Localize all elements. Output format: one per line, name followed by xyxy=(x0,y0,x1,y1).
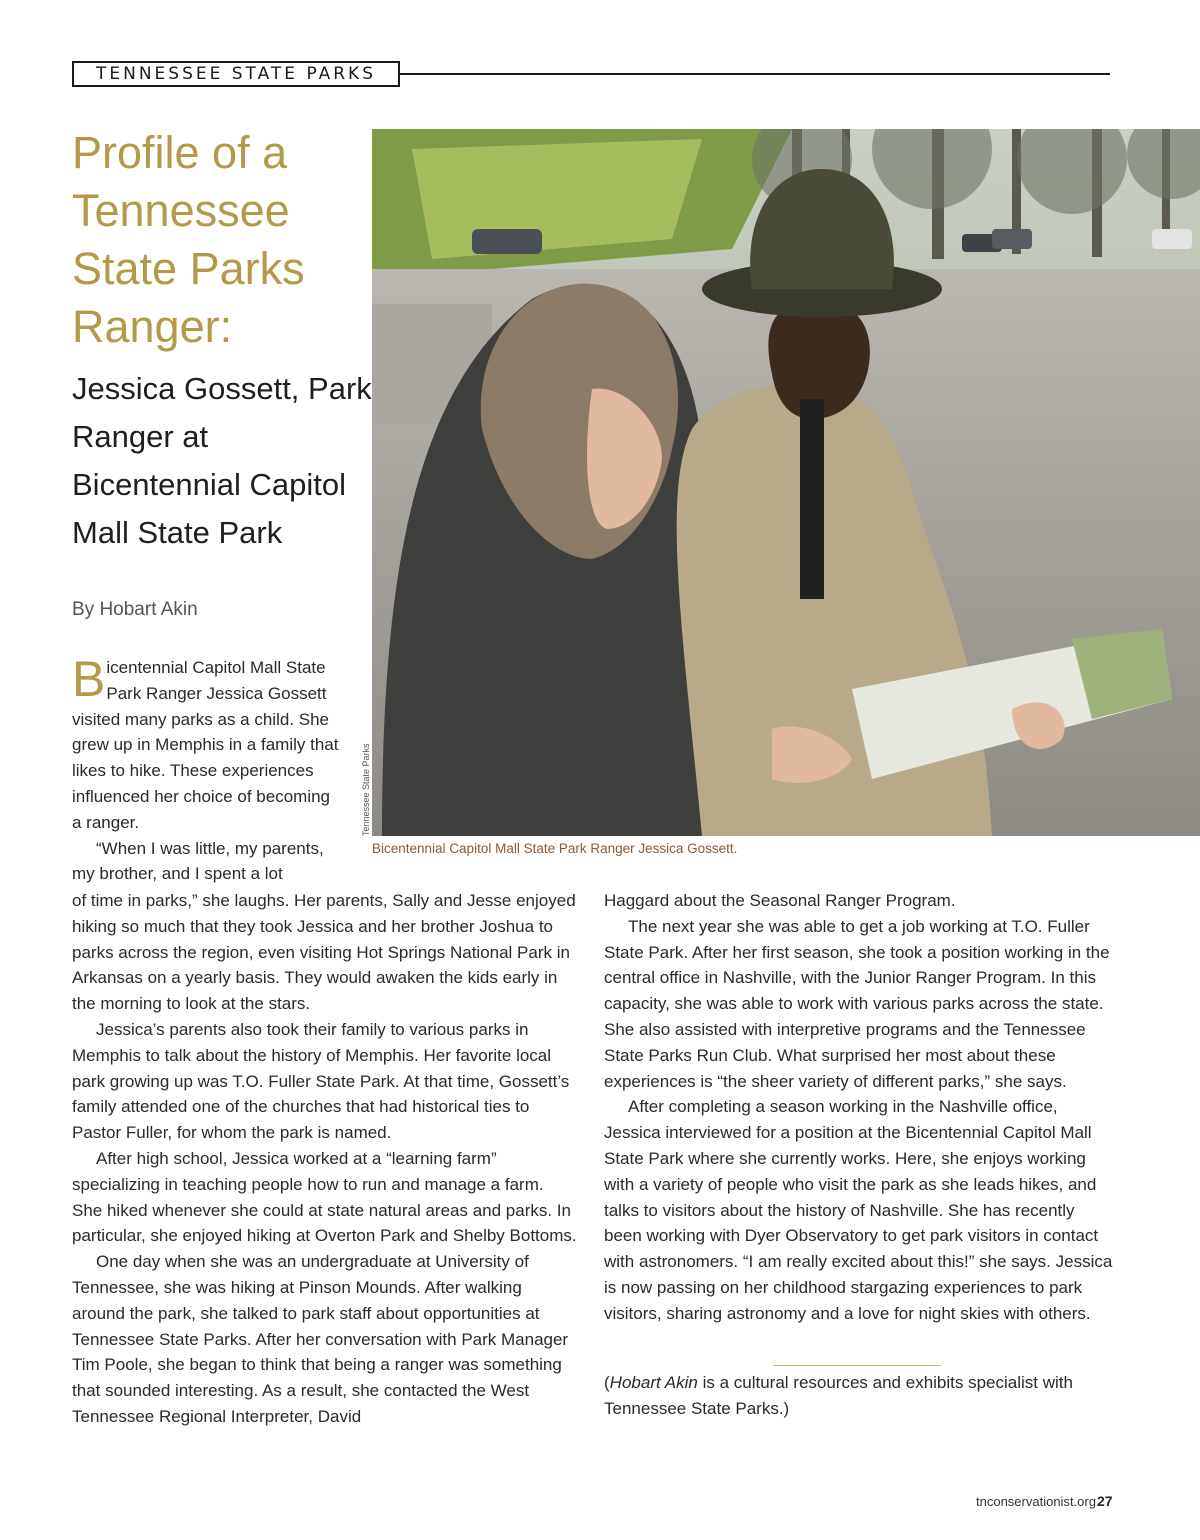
intro-text: icentennial Capitol Mall State Park Ranger Jessica Gossett visited many parks as a child. She grew up in Memphis in a family that likes to hike. These experiences influenced her choice of becoming a ranger. xyxy=(72,658,339,832)
photo-caption: Bicentennial Capitol Mall State Park Ranger Jessica Gossett. xyxy=(372,841,738,856)
photo-credit: Tennessee State Parks xyxy=(361,743,371,836)
footer-site: tnconservationist.org xyxy=(976,1494,1096,1509)
paragraph-1-start: “When I was little, my parents, my brother, and I spent a lot xyxy=(72,838,324,884)
author-note-text: is a cultural resources and exhibits specialist with Tennessee State Parks.) xyxy=(604,1373,1073,1418)
section-label: TENNESSEE STATE PARKS xyxy=(72,61,400,87)
author-name: Hobart Akin xyxy=(609,1373,698,1392)
paragraph-4-cont: Haggard about the Seasonal Ranger Program. xyxy=(604,891,956,910)
intro-paragraph xyxy=(72,651,344,836)
paragraph-2: Jessica’s parents also took their family to various parks in Memphis to talk about the history of Memphis. Her favorite local park growing up was T.O. Fuller State Park. At that time, Gossett’s family attended one of the churches that had historical ties to Pastor Fuller, for whom the park is named. xyxy=(72,1019,570,1143)
header-rule xyxy=(398,73,1110,75)
intro-column xyxy=(72,651,344,887)
body-column-right xyxy=(604,888,1114,1327)
paragraph-3: After high school, Jessica worked at a “learning farm” specializing in teaching people how to run and manage a farm. She hiked whenever she could at state natural areas and parks. In particular, she enjoyed hiking at Overton Park and Shelby Bottoms. xyxy=(72,1148,577,1246)
ranger-photo xyxy=(372,129,1200,836)
author-note xyxy=(604,1370,1114,1422)
end-rule xyxy=(773,1365,941,1366)
article-title: Profile of a Tennessee State Parks Ranger: xyxy=(72,127,305,352)
drop-cap: B xyxy=(72,651,106,707)
page-number: 27 xyxy=(1097,1493,1113,1509)
body-column-left xyxy=(72,888,577,1430)
paragraph-6: After completing a season working in the Nashville office, Jessica interviewed for a position at the Bicentennial Capitol Mall State Park where she currently works. Here, she enjoys working with a variety of people who visit the park as she leads hikes, and talks to visitors about the history of Nashville. She has recently been working with Dyer Observatory to get park visitors in contact with astronomers. “I am really excited about this!” she says. Jessica is now passing on her childhood stargazing experiences to park visitors, sharing astronomy and a love for night skies with others. xyxy=(604,1097,1113,1323)
article-subtitle: Jessica Gossett, Park Ranger at Bicentennial Capitol Mall State Park xyxy=(72,371,372,550)
author-note-open: ( xyxy=(604,1373,610,1392)
paragraph-4: One day when she was an undergraduate at University of Tennessee, she was hiking at Pinson Mounds. After walking around the park, she talked to park staff about opportunities at Tennessee State Parks. After her conversation with Park Manager Tim Poole, she began to think that being a ranger was something that sounded interesting. As a result, she contacted the West Tennessee Regional Interpreter, David xyxy=(72,1252,569,1426)
byline: By Hobart Akin xyxy=(72,599,198,620)
paragraph-5: The next year she was able to get a job working at T.O. Fuller State Park. After her first season, she took a position working in the central office in Nashville, with the Junior Ranger Program. In this capacity, she was able to work with various parks across the state. She also assisted with interpretive programs and the Tennessee State Parks Run Club. What surprised her most about these experiences is “the sheer variety of different parks,” she says. xyxy=(604,916,1110,1091)
paragraph-1-cont: of time in parks,” she laughs. Her parents, Sally and Jesse enjoyed hiking so much that they took Jessica and her brother Joshua to parks across the region, even visiting Hot Springs National Park in Arkansas on a yearly basis. They would awaken the kids early in the morning to look at the stars. xyxy=(72,891,576,1014)
